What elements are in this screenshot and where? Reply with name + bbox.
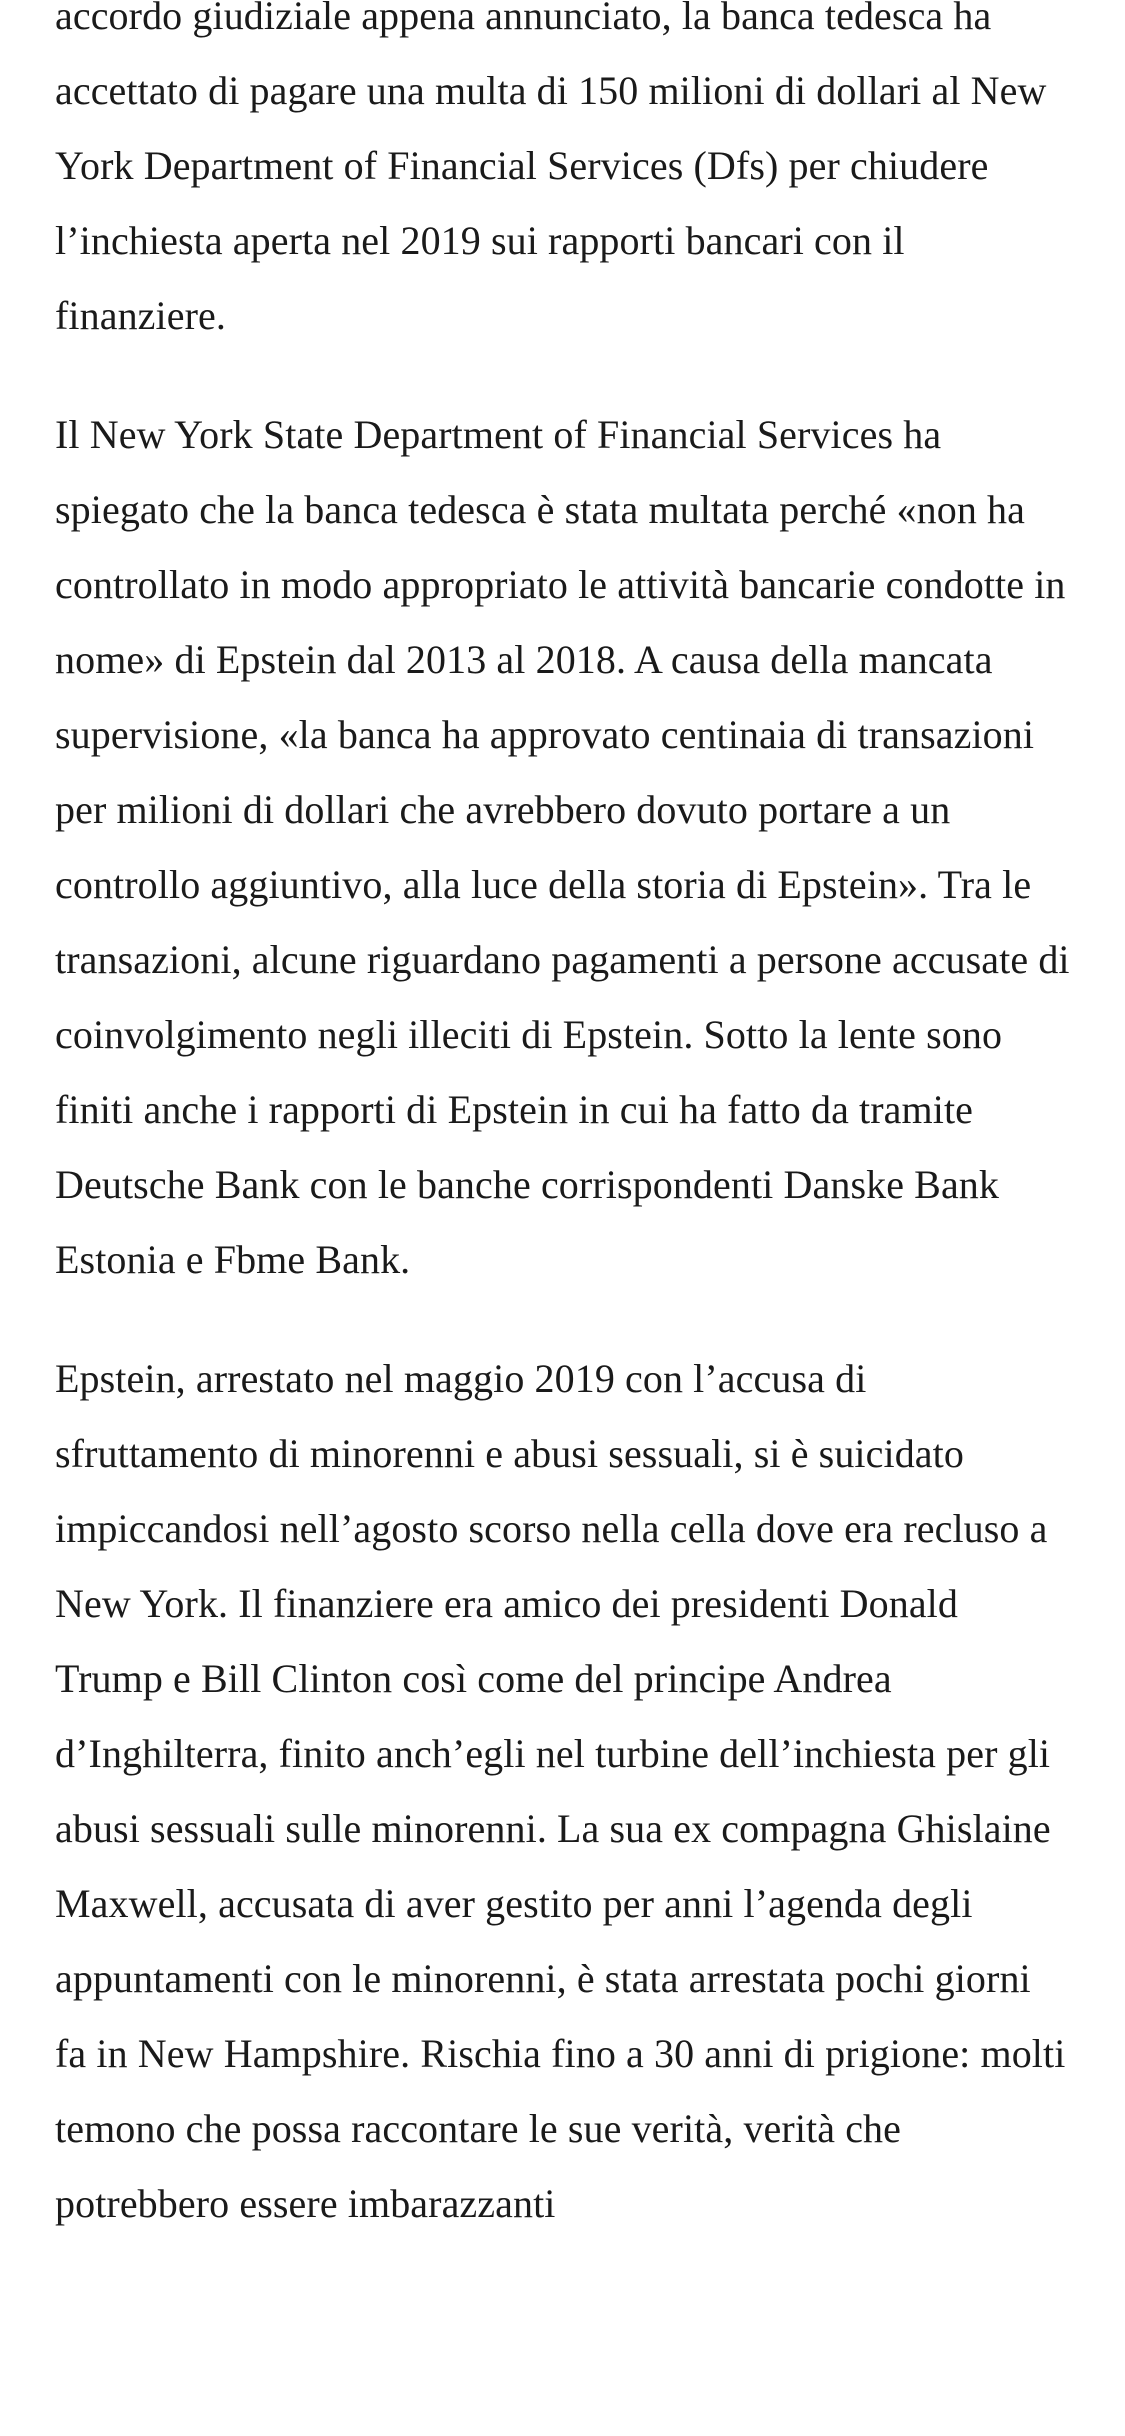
article-paragraph-1: accordo giudiziale appena annunciato, la banca tedesca ha accettato di pagare una multa di 150 milioni di dollari al New York Department of Financial Services (Dfs) per chiudere l’inchiesta aperta nel 2019 sui rapporti bancari con il finanziere. bbox=[55, 0, 1047, 338]
article-paragraph-2: Il New York State Department of Financial Services ha spiegato che la banca tedesca è stata multata perché «non ha controllato in modo appropriato le attività bancarie condotte in nome» di Epstein dal 2013 al 2018. A causa della mancata supervisione, «la banca ha approvato centinaia di transazioni per milioni di dollari che avrebbero dovuto portare a un controllo aggiuntivo, alla luce della storia di Epstein». Tra le transazioni, alcune riguardano pagamenti a persone accusate di coinvolgimento negli illeciti di Epstein. Sotto la lente sono finiti anche i rapporti di Epstein in cui ha fatto da tramite Deutsche Bank con le banche corrispondenti Danske Bank Estonia e Fbme Bank. bbox=[55, 412, 1070, 1282]
article-paragraph-3: Epstein, arrestato nel maggio 2019 con l’accusa di sfruttamento di minorenni e abusi sessuali, si è suicidato impiccandosi nell’agosto scorso nella cella dove era recluso a New York. Il finanziere era amico dei presidenti Donald Trump e Bill Clinton così come del principe Andrea d’Inghilterra, finito anch’egli nel turbine dell’inchiesta per gli abusi sessuali sulle minorenni. La sua ex compagna Ghislaine Maxwell, accusata di aver gestito per anni l’agenda degli appuntamenti con le minorenni, è stata arrestata pochi giorni fa in New Hampshire. Rischia fino a 30 anni di prigione: molti temono che possa raccontare le sue verità, verità che potrebbero essere imbarazzanti bbox=[55, 1356, 1066, 2226]
